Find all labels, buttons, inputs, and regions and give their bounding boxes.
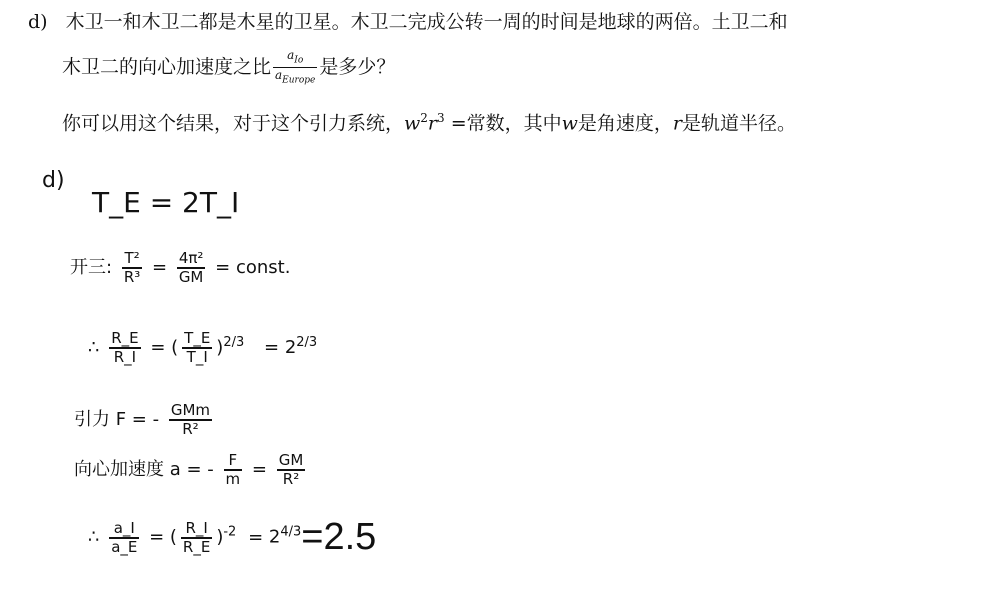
w-symbol: w — [404, 112, 421, 135]
hw-label: d) — [42, 168, 65, 193]
accel-ratio-numerator: $a_{Io}$ — [287, 48, 304, 66]
question-label: d) — [28, 11, 48, 33]
r-symbol: r — [427, 112, 438, 135]
hw-eq2: 开三: $\frac{\text{T²}}{\text{R³}}$ = $\frac{\text{4π²}}{GM}$ = const. — [70, 249, 291, 286]
question-text-2-pre: 木卫二的向心加速度之比 — [62, 55, 272, 78]
hw-eq1: T_E = 2T_I — [92, 186, 240, 219]
hw-eq4: 引力 F = - GMm R² — [74, 401, 211, 438]
question-line-3: 你可以用这个结果，对于这个引力系统，$w^2r^3$ =常数，其中w是角速度，r是轨道半径。 — [62, 111, 797, 135]
hw-eq5: 向心加速度 a = - $\frac{F}{m}$ = $\frac{GM}{\text{R²}}$ — [74, 451, 304, 488]
final-result: =2.5 — [301, 516, 377, 558]
question-line-2 — [62, 48, 395, 88]
question-text-3-pre: 你可以用这个结果，对于这个引力系统， — [62, 112, 405, 135]
accel-ratio-fraction — [273, 48, 317, 88]
question-line-1 — [28, 10, 788, 34]
hw-eq3: ∴ $\frac{R\_E}{R\_I}$ = ( $\frac{T\_E}{T\_I}$ )$^{2/3} = 2^{2/3}$ — [88, 329, 318, 366]
hw-eq6: ∴ $\frac{a\_I}{a\_E}$ = ( $\frac{R\_I}{R\_E}$ )$^{-2} = 2^{4/3}=2.5$ — [88, 516, 377, 558]
question-text-1: 木卫一和木卫二都是木星的卫星。木卫二完成公转一周的时间是地球的两倍。土卫二和 — [65, 11, 788, 33]
accel-ratio-denominator: $a_{Europe}$ — [275, 68, 316, 86]
question-text-2-post: 是多少？ — [319, 55, 396, 78]
